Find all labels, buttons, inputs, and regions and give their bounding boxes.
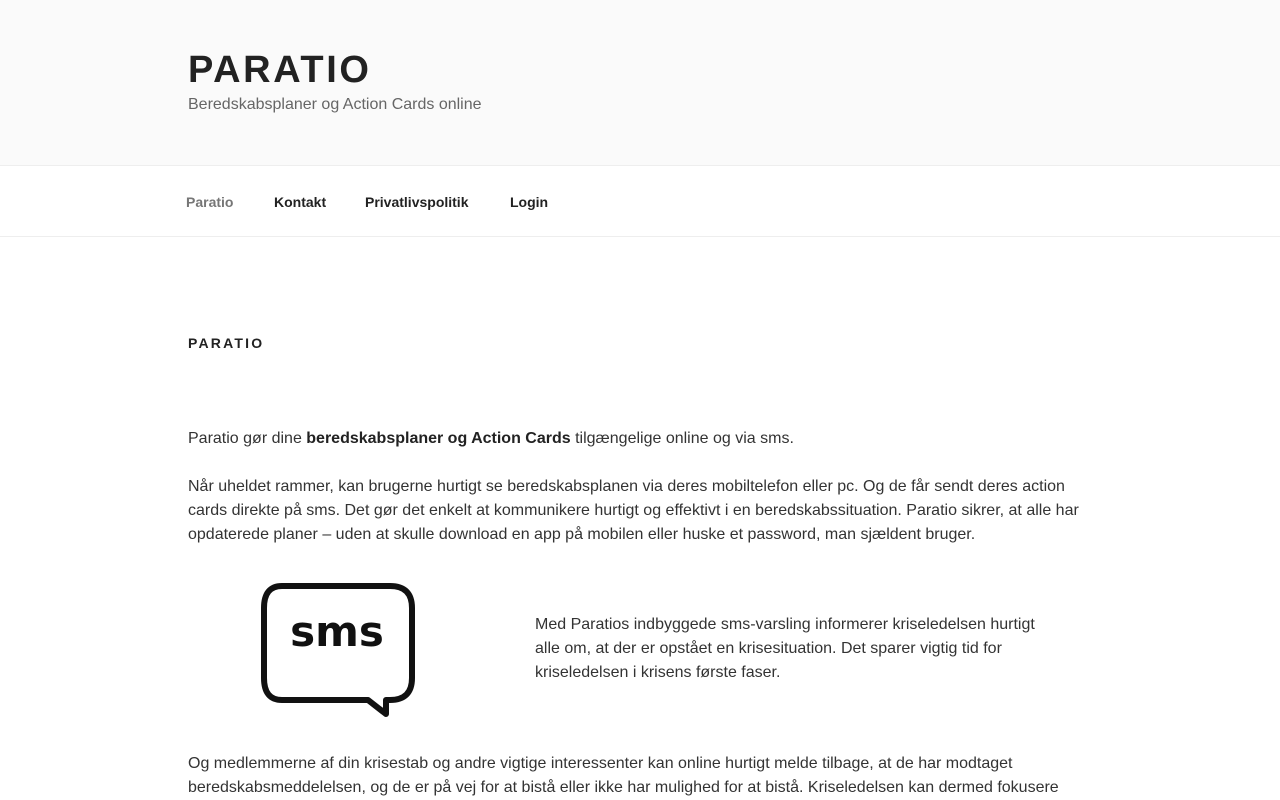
site-header — [0, 0, 1280, 166]
site-tagline: Beredskabsplaner og Action Cards online — [188, 96, 482, 113]
intro-text-after: tilgængelige online og via sms. — [570, 430, 794, 447]
nav-item-paratio[interactable]: Paratio — [186, 194, 234, 210]
sms-bubble-icon — [260, 582, 416, 720]
nav-item-kontakt[interactable]: Kontakt — [274, 194, 327, 210]
page-title: PARATIO — [188, 335, 265, 351]
intro-text-bold: beredskabsplaner og Action Cards — [306, 430, 571, 447]
nav-item-privatlivspolitik[interactable]: Privatlivspolitik — [365, 194, 469, 210]
description-paragraph: Når uheldet rammer, kan brugerne hurtigt se beredskabsplanen via deres mobiltelefon eller pc. Og de får sendt deres action cards direkte på sms. Det gør det enkelt at kommunikere hurtigt og effektivt i en beredskabssituation. Paratio sikrer, at alle har opdaterede planer – uden at skulle download en app på mobilen eller huske et password, man sjældent bruger. — [188, 478, 1079, 543]
followup-paragraph: Og medlemmerne af din krisestab og andre vigtige interessenter kan online hurtigt melde tilbage, at de har modtaget beredskabsmeddelelsen, og de er på vej for at bistå eller ikke har mulighed for at bistå. Kriseledelsen kan dermed fokusere — [188, 755, 1059, 796]
intro-paragraph — [188, 427, 1098, 451]
nav-item-login[interactable]: Login — [510, 194, 549, 210]
main-navigation — [0, 165, 1280, 237]
sms-icon-label: sms — [290, 607, 384, 656]
site-title[interactable]: PARATIO — [188, 49, 372, 91]
intro-text-before: Paratio gør dine — [188, 430, 307, 447]
sms-description: Med Paratios indbyggede sms-varsling informerer kriseledelsen hurtigt alle om, at der er opstået en krisesituation. Det sparer vigtig tid for kriseledelsen i krisens første faser. — [535, 616, 1035, 681]
